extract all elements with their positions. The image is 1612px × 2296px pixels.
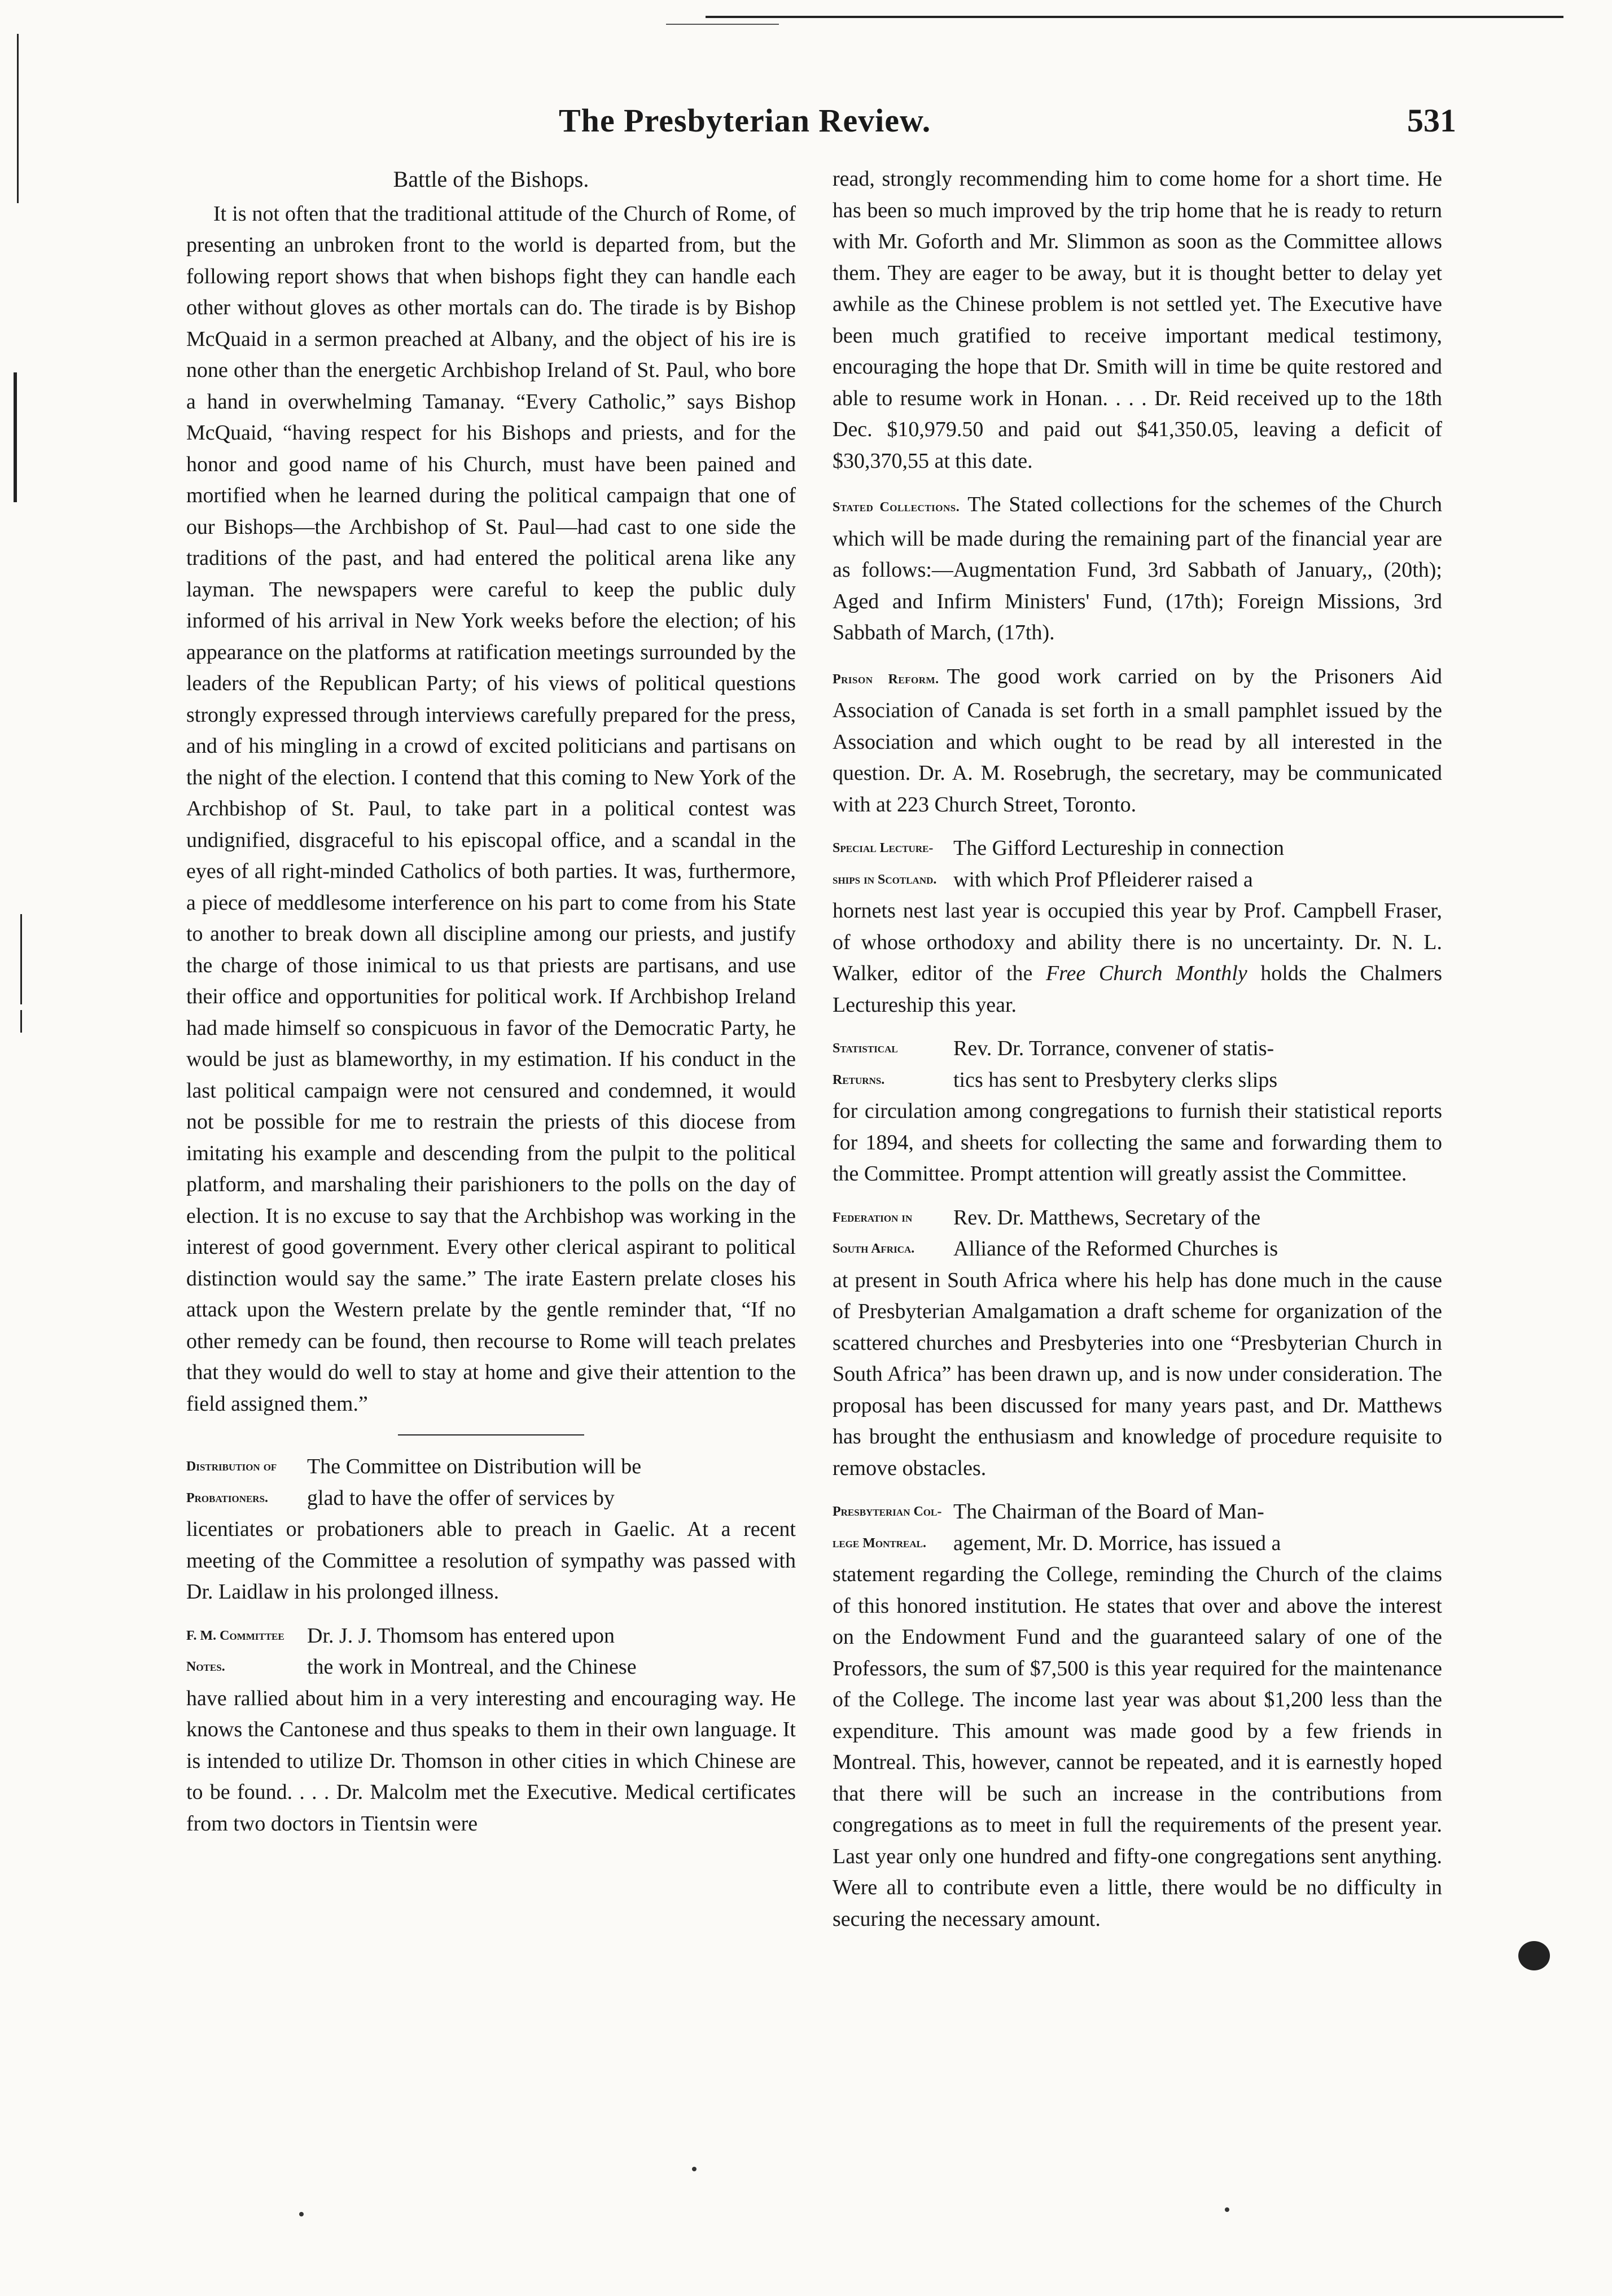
note-special-lectureships — [833, 833, 1442, 1021]
note-stated-collections — [833, 489, 1442, 649]
margin-scan-mark — [20, 1010, 22, 1033]
left-column — [186, 164, 796, 1840]
note-text: licentiates or probationers able to preach in Gaelic. At a recent meeting of the Committee a resolution of sympathy was passed with Dr. Laidlaw in his prolonged illness. — [186, 1517, 796, 1604]
note-sidehead: Special Lecture- — [833, 841, 934, 855]
note-sidehead: South Africa. — [833, 1241, 915, 1256]
margin-scan-mark — [20, 914, 22, 1004]
note-distribution-of-probationers — [186, 1451, 796, 1608]
note-text-line: The Chairman of the Board of Man- — [953, 1500, 1264, 1524]
top-border-rule — [706, 16, 1563, 18]
note-sidehead: Returns. — [833, 1072, 885, 1087]
stray-dot — [299, 2212, 304, 2216]
note-sidehead: Probationers. — [186, 1490, 269, 1505]
note-text-line: the work in Montreal, and the Chinese — [307, 1655, 637, 1679]
note-text-line: The Committee on Distribution will be — [307, 1455, 642, 1478]
periodical-title: Free Church Monthly — [1045, 962, 1247, 985]
note-text-line: The Gifford Lectureship in connection — [953, 836, 1284, 860]
note-text: have rallied about him in a very interesting and encouraging way. He knows the Cantonese and thus speaks to them in their own language. It is intended to utilize Dr. Thomson in other cities in which Chinese are to be found. . . . Dr. Malcolm met the Executive. Medical certificates from two doctors in Tientsin were — [186, 1686, 796, 1836]
page-number: 531 — [1407, 102, 1456, 139]
note-sidehead: Notes. — [186, 1660, 225, 1674]
note-text-line: Rev. Dr. Torrance, convener of statis- — [953, 1037, 1274, 1060]
note-text-line: Rev. Dr. Matthews, Secretary of the — [953, 1205, 1261, 1230]
note-text-line: agement, Mr. D. Morrice, has issued a — [953, 1531, 1281, 1555]
margin-scan-mark — [17, 34, 19, 203]
note-text: for circulation among congregations to furnish their statistical reports for 1894, and sheets for collecting the same and forwarding them to the Committee. Prompt attention will greatly assist the Committee. — [833, 1099, 1442, 1186]
note-prison-reform — [833, 661, 1442, 821]
note-sidehead: Stated Collections. — [833, 500, 960, 515]
note-sidehead: Prison Reform. — [833, 671, 939, 687]
note-text: at present in South Africa where his help has done much in the cause of Presbyterian Amalgamation a draft scheme for organization of the scattered churches and Presbyteries into one “Presbyterian Church in South Africa” has been drawn up, and is now under consideration. The proposal has been discussed for many years past, and Dr. Matthews has brought the enthusiasm and knowledge of procedure requisite to remove obstacles. — [833, 1268, 1442, 1480]
note-text: hornets nest last year is occupied this year by Prof. Campbell Fraser, of whose orthodoxy and ability there is no uncertainty. Dr. N. L. Walker, editor of the Free Church Monthly holds the Chalmers Lectureship this year. — [833, 899, 1442, 1017]
margin-scan-mark — [14, 372, 17, 502]
journal-title: The Presbyterian Review. — [559, 102, 931, 139]
note-fm-committee-notes — [186, 1621, 796, 1840]
note-text: The Stated collections for the schemes of the Church which will be made during the remaining part of the financial year are as follows:—Augmentation Fund, 3rd Sabbath of January,, (20th); Aged and Infirm Ministers' Fund, (17th); Foreign Missions, 3rd Sabbath of March, (17th). — [833, 493, 1443, 644]
note-sidehead: lege Montreal. — [833, 1535, 926, 1551]
note-text-line: with which Prof Pfleiderer raised a — [953, 867, 1253, 892]
article-body: It is not often that the traditional attitude of the Church of Rome, of presenting an unbroken front to the world is departed from, but the following report shows that when bishops fight they can handle each other without gloves as other mortals can do. The tirade is by Bishop McQuaid in a sermon preached at Albany, and the object of his ire is none other than the energetic Archbishop Ireland of St. Paul, who bore a hand in overwhelming Tamanay. “Every Catholic,” says Bishop McQuaid, “having respect for his Bishops and priests, and for the honor and good name of his Church, must have been pained and mortified when he learned during the political campaign that one of our Bishops—the Archbishop of St. Paul—had cast to one side the traditions of the past, and had entered the political arena like any layman. The newspapers were careful to keep the public duly informed of his arrival in New York weeks before the election; of his appearance on the platforms at ratification meetings surrounded by the leaders of the Republican Party; of his views of political questions strongly expressed through interviews carefully prepared for the press, and of his mingling in a crowd of excited politicians and partisans on the night of the election. I contend that this coming to New York of the Archbishop of St. Paul, to take part in a political contest was undignified, disgraceful to his episcopal office, and a scandal in the eyes of all right-minded Catholics of both parties. It was, furthermore, a piece of meddlesome interference on his part to come from his State to another to break down all discipline among our priests, and justify the charge of those inimical to us that priests are partisans, and use their office and opportunities for political work. If Archbishop Ireland had made himself so conspicuous in favor of the Democratic Party, he would be just as blameworthy, in my estimation. If his conduct in the last political campaign were not censured and condemned, it would not be possible for me to restrain the priests of this diocese from imitating his example and descending from the pulpit to the political platform, and marshaling their parishioners to the polls on the day of election. It is no excuse to say that the Archbishop was working in the interest of good government. Every other clerical aspirant to political distinction would say the same.” The irate Eastern prelate closes his attack upon the Western prelate by the gentle reminder that, “If no other remedy can be found, then recourse to Rome will teach prelates that they would do well to stay at home and give their attention to the field assigned them.” — [186, 201, 796, 1416]
note-text-line: tics has sent to Presbytery clerks slips — [953, 1068, 1278, 1092]
note-sidehead: ships in Scotland. — [833, 872, 937, 887]
note-sidehead: Distribution of — [186, 1459, 277, 1474]
note-text-line: glad to have the offer of services by — [307, 1486, 615, 1510]
note-text: statement regarding the College, reminding the Church of the claims of this honored institution. He states that over and above the interest on the Endowment Fund and the guaranteed salary of one of the Professors, the sum of $7,500 is this year required for the maintenance of the College. The income last year was about $1,200 less than the expenditure. This amount was made good by a few friends in Montreal. This, however, cannot be repeated, and it is earnestly hoped that there will be such an increase in the contributions from congregations as to meet in full the requirements of the present year. Last year only one hundred and fifty-one congregations sent anything. Were all to contribute even a little, there would be no difficulty in securing the necessary amount. — [833, 1562, 1442, 1931]
note-sidehead: Statistical — [833, 1041, 898, 1056]
top-border-rule-short — [666, 24, 779, 25]
note-sidehead: Federation in — [833, 1210, 913, 1225]
continued-text: read, strongly recommending him to come home for a short time. He has been so much improved by the trip home that he is ready to return with Mr. Goforth and Mr. Slimmon as soon as the Committee allows them. They are eager to be away, but it is thought better to delay yet awhile as the Chinese problem is not settled yet. The Executive have been much gratified to receive important medical testimony, encouraging the hope that Dr. Smith will in time be quite restored and able to resume work in Honan. . . . Dr. Reid received up to the 18th Dec. $10,979.50 and paid out $41,350.05, leaving a deficit of $30,370,55 at this date. — [833, 167, 1442, 473]
ink-blot — [1518, 1941, 1550, 1970]
note-text: The good work carried on by the Prisoners Aid Association of Canada is set forth in a small pamphlet issued by the Association and which ought to be read by all interested in the question. Dr. A. M. Rosebrugh, the secretary, may be communicated with at 223 Church Street, Toronto. — [833, 664, 1442, 816]
note-statistical-returns — [833, 1033, 1442, 1190]
article-end-rule — [398, 1434, 584, 1435]
page-header — [186, 102, 1456, 147]
note-sidehead: Presbyterian Col- — [833, 1504, 942, 1519]
note-presbyterian-college-montreal — [833, 1496, 1442, 1935]
note-federation-south-africa — [833, 1202, 1442, 1485]
note-sidehead: F. M. Committee — [186, 1628, 284, 1643]
note-text-line: Dr. J. J. Thomsom has entered upon — [307, 1623, 615, 1648]
stray-dot — [692, 2167, 697, 2171]
right-column — [833, 164, 1442, 1935]
article-title: Battle of the Bishops. — [393, 166, 589, 192]
stray-dot — [1225, 2207, 1229, 2212]
note-text-line: Alliance of the Reformed Churches is — [953, 1237, 1278, 1261]
